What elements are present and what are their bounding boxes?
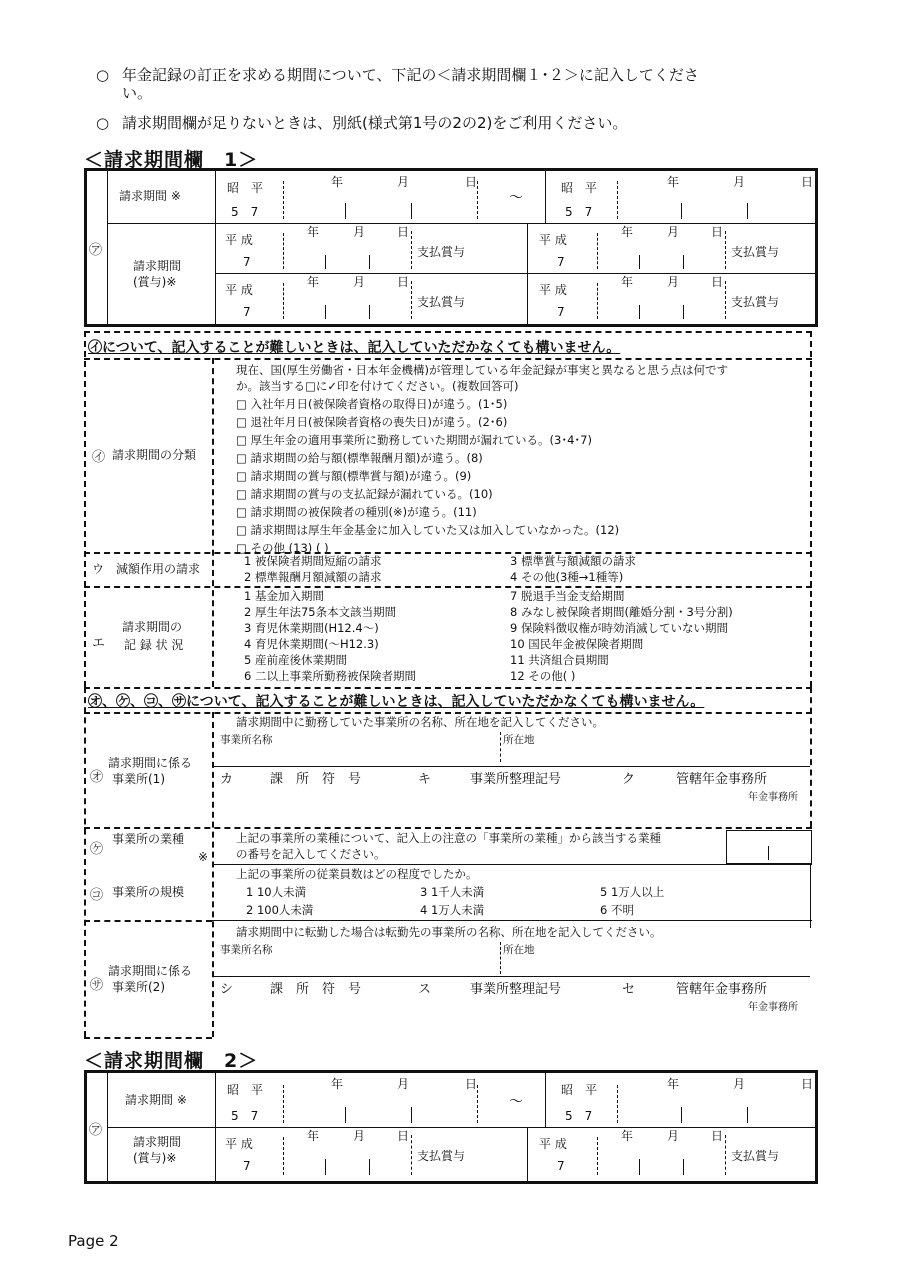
marker-o: ㋔	[90, 770, 104, 785]
checkbox-item[interactable]: □ 請求期間の賞与の支払記録が漏れている。(10)	[236, 487, 493, 501]
checkbox-item[interactable]: □ 退社年月日(被保険者資格の喪失日)が違う。(2･6)	[236, 415, 508, 429]
section1-title: ＜請求期間欄 1＞	[84, 149, 259, 171]
scale-option: 4 1万人未満	[420, 903, 485, 917]
bullet-circle-icon: ○	[96, 66, 110, 84]
checkbox-item[interactable]: □ 入社年月日(被保険者資格の取得日)が違う。(1･5)	[236, 397, 508, 411]
classification-label: 請求期間の分類	[112, 448, 197, 462]
industry-code-input[interactable]	[726, 830, 812, 864]
checkbox-item[interactable]: □ 厚生年金の適用事業所に勤務していた期間が漏れている。(3･4･7)	[236, 433, 592, 447]
checkbox-item[interactable]: □ 請求期間は厚生年金基金に加入していた又は加入していなかった。(12)	[236, 523, 620, 537]
scale-option: 2 100人未満	[246, 903, 314, 917]
checkbox-item[interactable]: □ 請求期間の給与額(標準報酬月額)が違う。(8)	[236, 451, 483, 465]
note-2: ○ 請求期間欄が足りないときは、別紙(様式第1号の2の2)をご利用ください。	[96, 114, 628, 132]
page-number: Page 2	[68, 1232, 119, 1250]
period-label: 請求期間 ※	[119, 189, 181, 203]
period-box-2: ㋐ 請求期間 ※ 請求期間 (賞与)※ 昭 平 5 7 年 月 日 ～ 昭 平 5 7 年 月 日 平 成 7 年 月 日 支払賞与 平 成 7 年 月 日 支払賞与	[84, 1070, 818, 1184]
marker-ke: ㋘	[90, 842, 104, 857]
scale-option: 1 10人未満	[246, 885, 307, 899]
bonus-label-1: 請求期間	[133, 259, 182, 273]
note-1: ○ 年金記録の訂正を求める期間について、下記の＜請求期間欄１･２＞に記入してくださ い。	[96, 66, 699, 102]
bullet-circle-icon: ○	[96, 114, 110, 132]
warning-1: ㋑について、記入することが難しいときは、記入していただかなくても構いません。	[88, 340, 621, 356]
bonus-label-2: (賞与)※	[133, 275, 177, 289]
marker-sa: ㋚	[90, 978, 104, 993]
period-box-1: ㋐ 請求期間 ※ 請求期間 (賞与)※ 昭 平 5 7 年 月 日 ～ 昭 平 5 7 年 月 日 平 成 7 年 月 日 支払賞与 平 成 7 年 月 日 支払賞与 平 成 7 年 月 日 支払賞与 平 成 7 年 月 日 支払賞与	[84, 168, 818, 327]
scale-option: 6 不明	[600, 903, 634, 917]
marker-a-2: ㋐	[89, 1123, 103, 1138]
scale-option: 3 1千人未満	[420, 885, 485, 899]
reduction-label: ウ 減額作用の請求	[92, 562, 201, 576]
section2-title: ＜請求期間欄 2＞	[84, 1050, 259, 1072]
checkbox-item[interactable]: □ その他 (13) ( )	[236, 541, 329, 555]
marker-a: ㋐	[89, 243, 103, 258]
checkbox-item[interactable]: □ 請求期間の賞与額(標準賞与額)が違う。(9)	[236, 469, 472, 483]
checkbox-item[interactable]: □ 請求期間の被保険者の種別(※)が違う。(11)	[236, 505, 477, 519]
marker-ko: ㋙	[90, 888, 104, 903]
scale-option: 5 1万人以上	[600, 885, 665, 899]
marker-i: ㋑	[92, 450, 106, 465]
warning-2: ㋔、㋘、㋙、㋚について、記入することが難しいときは、記入していただかなくても構いません。	[88, 694, 705, 710]
marker-e: エ	[92, 636, 106, 651]
